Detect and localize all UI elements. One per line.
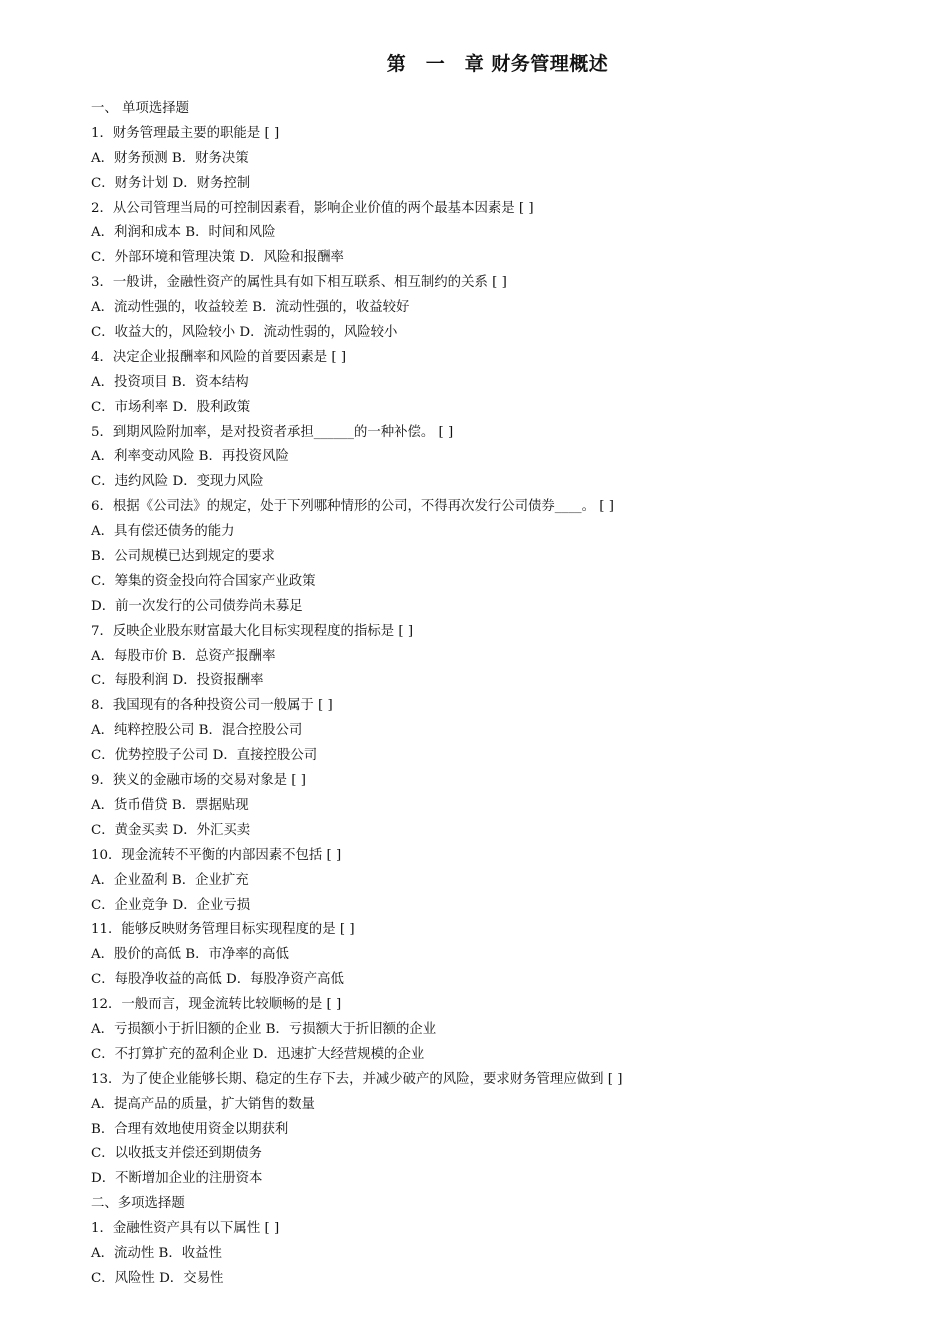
text-line: 2．从公司管理当局的可控制因素看，影响企业价值的两个最基本因素是 [ ]: [91, 200, 534, 216]
text-line: C．每股净收益的高低 D．每股净资产高低: [91, 972, 344, 988]
text-line: A．股价的高低 B．市净率的高低: [91, 947, 289, 963]
text-line: B．公司规模已达到规定的要求: [91, 549, 275, 565]
text-line: 11．能够反映财务管理目标实现程度的是 [ ]: [91, 922, 355, 938]
text-line: 8．我国现有的各种投资公司一般属于 [ ]: [91, 698, 333, 714]
text-line: 3．一般讲，金融性资产的属性具有如下相互联系、相互制约的关系 [ ]: [91, 275, 507, 291]
text-line: A．企业盈利 B．企业扩充: [91, 872, 249, 888]
text-line: A．提高产品的质量，扩大销售的数量: [91, 1096, 315, 1112]
text-line: A．货币借贷 B．票据贴现: [91, 797, 249, 813]
text-line: 10．现金流转不平衡的内部因素不包括 [ ]: [91, 847, 342, 863]
text-line: C．优势控股子公司 D．直接控股公司: [91, 748, 318, 764]
text-line: A．财务预测 B．财务决策: [91, 150, 249, 166]
text-line: 4．决定企业报酬率和风险的首要因素是 [ ]: [91, 349, 347, 365]
text-line: A．利润和成本 B．时间和风险: [91, 225, 276, 241]
text-line: 5．到期风险附加率，是对投资者承担______的一种补偿。 [ ]: [91, 424, 454, 440]
text-line: A．纯粹控股公司 B．混合控股公司: [91, 723, 303, 739]
text-line: C．以收抵支并偿还到期债务: [91, 1146, 262, 1162]
text-line: C．企业竞争 D．企业亏损: [91, 897, 251, 913]
text-line: 7．反映企业股东财富最大化目标实现程度的指标是 [ ]: [91, 623, 414, 639]
text-line: A．每股市价 B．总资产报酬率: [91, 648, 276, 664]
text-line: C．风险性 D．交易性: [91, 1270, 224, 1286]
text-line: C．外部环境和管理决策 D．风险和报酬率: [91, 250, 344, 266]
text-line: C．违约风险 D．变现力风险: [91, 474, 264, 490]
text-line: C．每股利润 D．投资报酬率: [91, 673, 264, 689]
document-body: [91, 97, 911, 1292]
text-line: C．不打算扩充的盈利企业 D．迅速扩大经营规模的企业: [91, 1046, 425, 1062]
text-line: 1．金融性资产具有以下属性 [ ]: [91, 1221, 280, 1237]
text-line: A．具有偿还债务的能力: [91, 524, 235, 540]
text-line: 二、多项选择题: [91, 1196, 185, 1212]
text-line: 9．狭义的金融市场的交易对象是 [ ]: [91, 773, 306, 789]
text-line: C．收益大的，风险较小 D．流动性弱的，风险较小: [91, 325, 398, 341]
text-line: A．亏损额小于折旧额的企业 B．亏损额大于折旧额的企业: [91, 1021, 437, 1037]
text-line: A．投资项目 B．资本结构: [91, 374, 249, 390]
text-line: 1．财务管理最主要的职能是 [ ]: [91, 125, 280, 141]
text-line: A．利率变动风险 B．再投资风险: [91, 449, 289, 465]
text-line: 6．根据《公司法》的规定，处于下列哪种情形的公司，不得再次发行公司债券____。 [ ]: [91, 499, 614, 515]
chapter-title: 第 一 章 财务管理概述: [386, 53, 609, 75]
text-line: A．流动性强的，收益较差 B．流动性强的，收益较好: [91, 300, 410, 316]
text-line: D．不断增加企业的注册资本: [91, 1171, 263, 1187]
text-line: A．流动性 B．收益性: [91, 1245, 222, 1261]
text-line: C．黄金买卖 D．外汇买卖: [91, 822, 251, 838]
text-line: 12．一般而言，现金流转比较顺畅的是 [ ]: [91, 997, 342, 1013]
text-line: C．财务计划 D．财务控制: [91, 175, 251, 191]
text-line: D．前一次发行的公司债券尚未募足: [91, 598, 303, 614]
text-line: 一、 单项选择题: [91, 101, 189, 116]
text-line: C．市场利率 D．股利政策: [91, 399, 251, 415]
text-line: C．筹集的资金投向符合国家产业政策: [91, 573, 316, 589]
text-line: 13．为了使企业能够长期、稳定的生存下去，并减少破产的风险，要求财务管理应做到 [ ]: [91, 1071, 623, 1087]
text-line: B．合理有效地使用资金以期获利: [91, 1121, 289, 1137]
